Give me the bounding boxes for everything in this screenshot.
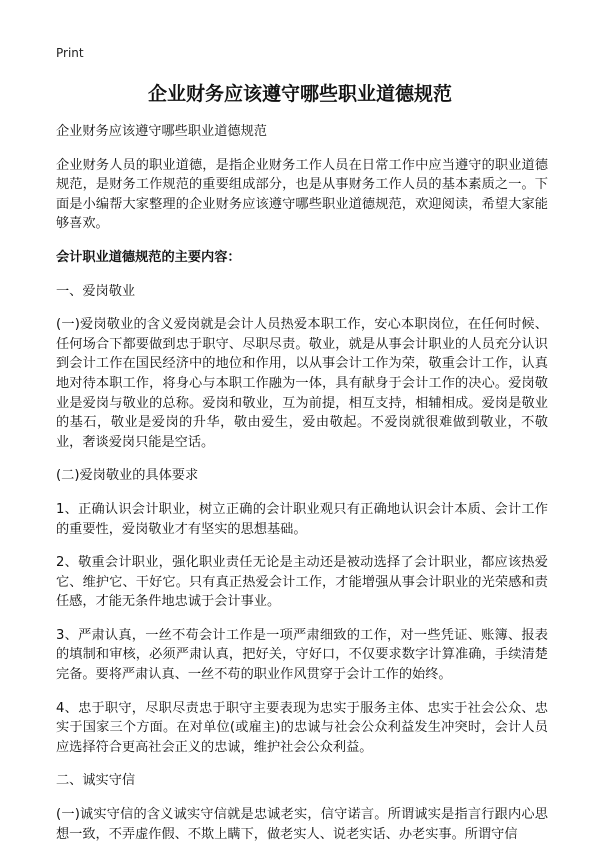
list-item: 1、正确认识会计职业，树立正确的会计职业观只有正确地认识会计本质、会计工作的重要性，爱岗敬业才有坚实的思想基础。 xyxy=(56,501,548,537)
subtitle-paragraph: 企业财务应该遵守哪些职业道德规范 xyxy=(56,124,267,139)
section-heading-2: 二、诚实守信 xyxy=(56,773,136,789)
list-item: 2、敬重会计职业，强化职业责任无论是主动还是被动选择了会计职业，都应该热爱它、维护它、干好它。只有真正热爱会计工作，才能增强从事会计职业的光荣感和责任感，才能无条件地忠诚于会计事业。 xyxy=(56,555,548,610)
page-title: 企业财务应该遵守哪些职业道德规范 xyxy=(147,83,452,105)
article-body xyxy=(56,122,548,858)
print-link[interactable]: Print xyxy=(56,46,84,60)
section-heading-1: 一、爱岗敬业 xyxy=(56,283,136,299)
body-paragraph: (一)爱岗敬业的含义爱岗就是会计人员热爱本职工作，安心本职岗位，在任何时候、任何场合下都要做到忠于职守、尽职尽责。敬业，就是从事会计职业的人员充分认识到会计工作在国民经济中的地位和作用，以从事会计工作为荣，敬重会计工作，认真地对待本职工作，将身心与本职工作融为一体，具有献身于会计工作的决心。爱岗敬业是爱岗与敬业的总称。爱岗和敬业，互为前提，相互支持，相辅相成。爱岗是敬业的基石，敬业是爱岗的升华，敬由爱生，爱由敬起。不爱岗就很难做到敬业，不敬业，奢谈爱岗只能是空话。 xyxy=(56,317,548,450)
intro-paragraph: 企业财务人员的职业道德，是指企业财务工作人员在日常工作中应当遵守的职业道德规范，是财务工作规范的重要组成部分，也是从事财务工作人员的基本素质之一。下面是小编帮大家整理的企业财务应该遵守哪些职业道德规范，欢迎阅读，希望大家能够喜欢。 xyxy=(56,157,548,232)
section-heading: 会计职业道德规范的主要内容： xyxy=(56,249,241,265)
subsection-heading: (二)爱岗敬业的具体要求 xyxy=(56,468,199,484)
body-paragraph: (一)诚实守信的含义诚实守信就是忠诚老实，信守诺言。所谓诚实是指言行跟内心思想一致，不弄虚作假、不欺上瞒下，做老实人、说老实话、办老实事。所谓守信 xyxy=(56,807,548,842)
list-item: 3、严肃认真，一丝不苟会计工作是一项严肃细致的工作，对一些凭证、账簿、报表的填制和审核，必须严肃认真，把好关，守好口，不仅要求数字计算准确，手续清楚完备。要将严肃认真、一丝不苟的职业作风贯穿于会计工作的始终。 xyxy=(56,627,548,683)
list-item: 4、忠于职守，尽职尽责忠于职守主要表现为忠实于服务主体、忠实于社会公众、忠实于国家三个方面。在对单位(或雇主)的忠诚与社会公众利益发生冲突时，会计人员应选择符合更高社会正义的忠诚，维护社会公众利益。 xyxy=(56,700,548,755)
